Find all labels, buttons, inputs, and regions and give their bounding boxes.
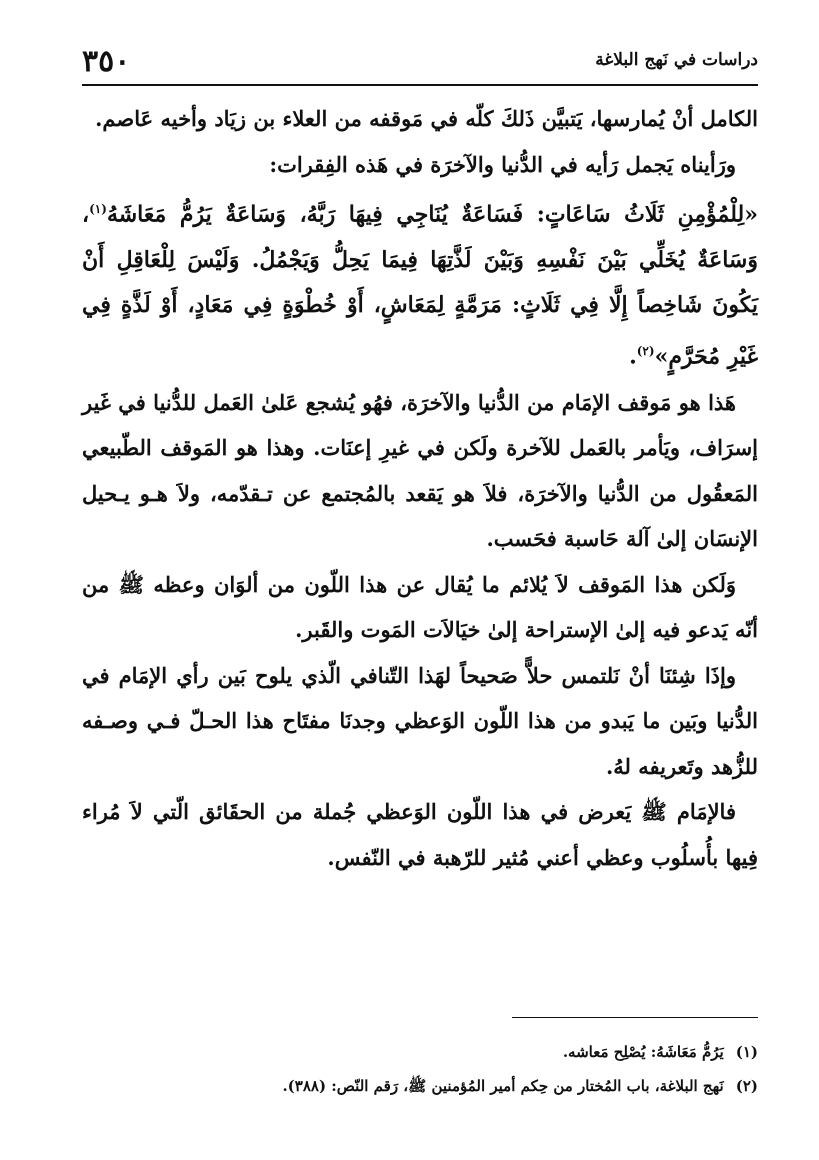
footnote-2 xyxy=(82,1069,758,1103)
quote-text-1: «لِلْمُؤْمِنِ ثَلَاثُ سَاعَاتٍ: فَسَاعَةٌ يُنَاجِي فِيهَا رَبَّهُ، وَسَاعَةٌ يَرُمُّ مَعَاشَهُ xyxy=(106,201,758,228)
footnote-ref-1[interactable]: (١) xyxy=(89,202,107,216)
footnote-divider xyxy=(512,1017,758,1018)
running-title: دراسات في نَهج البلاغة xyxy=(595,50,758,70)
page-number: ٣٥٠ xyxy=(82,44,131,79)
footnote-text: يَرُمُّ مَعَاشَهُ: يُصْلِح مَعاشه. xyxy=(562,1043,724,1061)
paragraph-3: هَذا هو مَوقف الإمَام من الدُّنيا والآخرَة، فهُو يُشجع عَلىٰ العَمل للدُّنيا في غَير إسرَاف، ويَأمر بالعَمل للآخرة ولَكن في غيرِ إعنَات. وهذا هو المَوقف الطّبيعي المَعقُول من الدُّنيا والآخرَة، فلاَ هو يَقعد بالمُجتمع عن تـقدّمه، ولاَ هـو يـحيل الإنسَان إلىٰ آلة حَاسبة فحَسب. xyxy=(82,389,758,552)
footnote-ref-2[interactable]: (٢) xyxy=(636,343,655,358)
footnote-number: (٢) xyxy=(735,1077,758,1095)
paragraph-5: وإذَا شِئنَا أنْ نَلتمس حلاًّ صَحيحاً لهَذا التّنافي الّذي يلوح بَين رأي الإمَام في الدُّنيا وبَين ما يَبدو من هذا اللّون الوَعظي وجدنَا مفتَاح هذا الحـلّ فـي وصـفه للزُّهد وتَعريفه لهُ. xyxy=(82,662,758,779)
paragraph-6: فالإمَام ﷺ يَعرض في هذا اللّون الوَعظي جُملة من الحقَائق الّتي لاَ مُراء فِيها بأُسلُوب وعظي أعني مُثير للرّهبة في النّفس. xyxy=(82,799,758,870)
quote-end: . xyxy=(629,343,637,370)
footnote-1 xyxy=(82,1035,758,1069)
footnote-number: (١) xyxy=(735,1043,758,1061)
paragraph-2: ورَأيناه يَجمل رَأيه في الدُّنيا والآخرَة في هَذه الفِقرات: xyxy=(269,151,736,177)
page-header xyxy=(82,44,758,84)
hadith-quote xyxy=(82,187,758,380)
paragraph-4: وَلَكن هذا المَوقف لاَ يُلائم ما يُقال عن هذا اللّون من ألوَان وعظه ﷺ من أنّه يَدعو فيه إلىٰ الإستراحة إلىٰ خيَالاَت المَوت والقَبر. xyxy=(82,571,758,643)
header-divider xyxy=(82,84,758,86)
footnote-text: نَهج البلاغة، باب المُختار من حِكم أمير المُؤمنين ﷺ، رَقم النّص: (٣٨٨). xyxy=(282,1077,724,1095)
quote-text-2: ، وَسَاعَةٌ يُخَلِّي بَيْنَ نَفْسِهِ وَبَيْنَ لَذَّتِهَا فِيمَا يَحِلُّ وَيَجْمُلُ. وَلَيْسَ لِلْعَاقِلِ أَنْ يَكُونَ شَاخِصاً إِلَّا فِي ثَلَاثٍ: مَرَمَّةٍ لِمَعَاشٍ، أَوْ خُطْوَةٍ فِي مَعَادٍ، أَوْ لَذَّةٍ فِي غَيْرِ مُحَرَّمٍ» xyxy=(82,201,758,370)
main-text xyxy=(82,96,758,880)
paragraph-1: الكامل أنْ يُمارسها، يَتبيَّن ذَلكَ كلّه في مَوقفه من العلاء بن زيَاد وأخيه عَاصم. xyxy=(95,106,758,131)
footnotes xyxy=(82,1035,758,1103)
